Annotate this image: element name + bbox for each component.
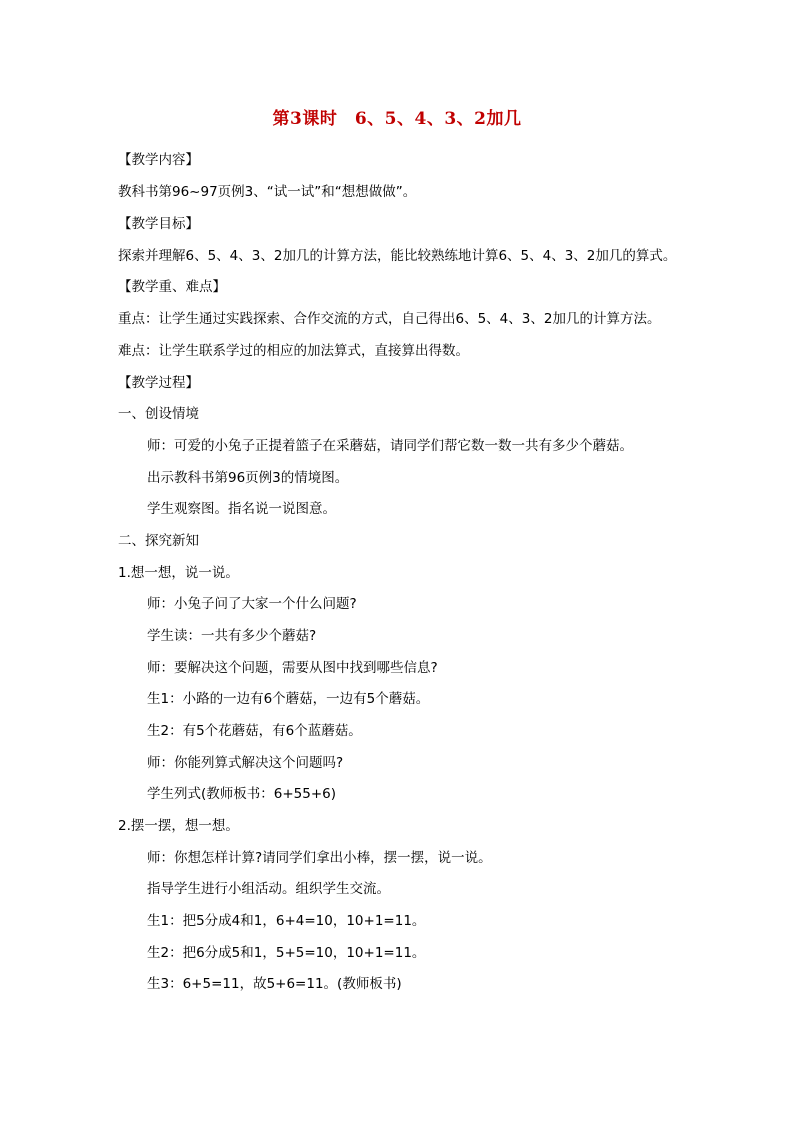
heading-teaching-process: 【教学过程】 xyxy=(118,375,199,391)
subsection-1-paragraph: 师：要解决这个问题，需要从图中找到哪些信息? xyxy=(147,660,438,676)
heading-teaching-goals: 【教学目标】 xyxy=(118,216,199,232)
heading-teaching-content: 【教学内容】 xyxy=(118,152,199,168)
subsection-2-paragraph: 师：你想怎样计算?请同学们拿出小棒，摆一摆，说一说。 xyxy=(147,850,492,866)
difficult-point-text: 难点：让学生联系学过的相应的加法算式，直接算出得数。 xyxy=(118,343,469,359)
subsection-2-paragraph: 生3：6+5=11，故5+6=11。(教师板书) xyxy=(147,976,402,992)
subsection-1-paragraph: 生1：小路的一边有6个蘑菇，一边有5个蘑菇。 xyxy=(147,691,430,707)
section-1-paragraph: 学生观察图。指名说一说图意。 xyxy=(147,501,336,517)
heading-key-points: 【教学重、难点】 xyxy=(118,279,226,295)
teaching-content-text: 教科书第96~97页例3、“试一试”和“想想做做”。 xyxy=(118,184,417,200)
key-point-text: 重点：让学生通过实践探索、合作交流的方式，自己得出6、5、4、3、2加几的计算方法。 xyxy=(118,311,661,327)
section-1-paragraph: 出示教科书第96页例3的情境图。 xyxy=(147,470,349,486)
subsection-2-title: 2.摆一摆，想一想。 xyxy=(118,818,239,834)
teaching-goals-text: 探索并理解6、5、4、3、2加几的计算方法，能比较熟练地计算6、5、4、3、2加几的算式。 xyxy=(118,248,677,264)
subsection-1-paragraph: 学生读：一共有多少个蘑菇? xyxy=(147,628,317,644)
subsection-1-paragraph: 师：你能列算式解决这个问题吗? xyxy=(147,755,344,771)
subsection-1-paragraph: 学生列式(教师板书：6+55+6) xyxy=(147,786,337,802)
subsection-2-paragraph: 生2：把6分成5和1，5+5=10，10+1=11。 xyxy=(147,945,426,961)
subsection-1-paragraph: 师：小兔子问了大家一个什么问题? xyxy=(147,596,357,612)
page-title: 第3课时 6、5、4、3、2加几 xyxy=(272,109,522,129)
subsection-1-paragraph: 生2：有5个花蘑菇，有6个蓝蘑菇。 xyxy=(147,723,362,739)
section-1-title: 一、创设情境 xyxy=(118,406,199,422)
subsection-2-paragraph: 生1：把5分成4和1，6+4=10，10+1=11。 xyxy=(147,913,426,929)
section-1-paragraph: 师：可爱的小兔子正提着篮子在采蘑菇，请同学们帮它数一数一共有多少个蘑菇。 xyxy=(147,438,633,454)
section-2-title: 二、探究新知 xyxy=(118,533,199,549)
subsection-1-title: 1.想一想，说一说。 xyxy=(118,565,239,581)
subsection-2-paragraph: 指导学生进行小组活动。组织学生交流。 xyxy=(147,881,390,897)
